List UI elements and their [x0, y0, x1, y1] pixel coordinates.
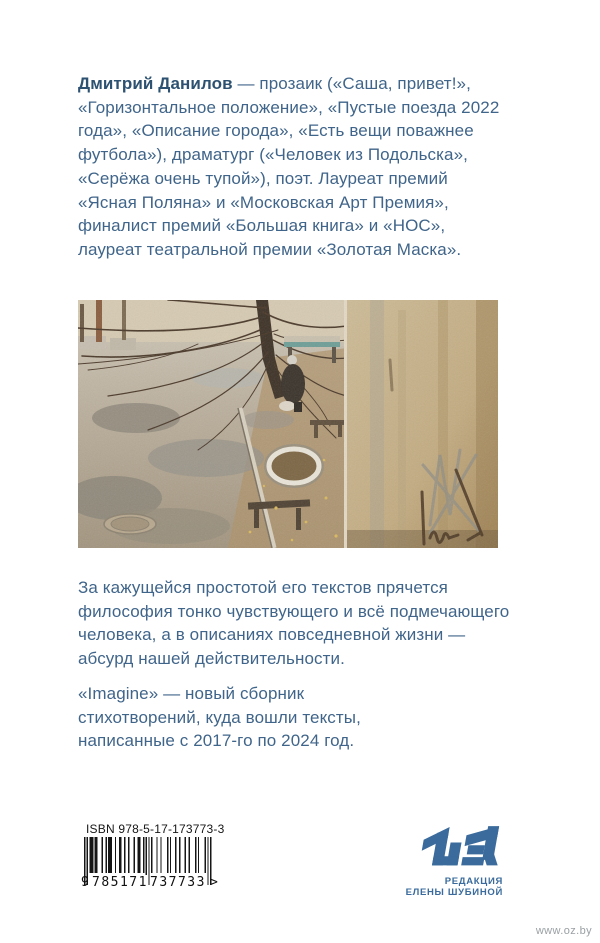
- barcode-digit-first: 9: [81, 875, 89, 890]
- barcode-digits-left: 785171: [92, 875, 148, 890]
- author-paragraph: [78, 72, 499, 262]
- author-line: «Серёжа очень тупой»), поэт. Лауреат премий: [78, 168, 448, 188]
- author-line-rest: — прозаик («Саша, привет!»,: [232, 74, 471, 93]
- author-line: лауреат театральной премии «Золотая Маска».: [78, 239, 462, 259]
- publisher-name-line1: РЕДАКЦИЯ: [444, 876, 503, 887]
- imagine-line: стихотворений, куда вошли тексты,: [78, 707, 361, 727]
- description-line: абсурд нашей действительности.: [78, 649, 345, 669]
- imagine-line: написанные с 2017-го по 2024 год.: [78, 731, 355, 751]
- publisher-name-line2: ЕЛЕНЫ ШУБИНОЙ: [405, 886, 503, 898]
- author-name: Дмитрий Данилов: [78, 74, 233, 93]
- barcode-end-mark: >: [210, 875, 218, 890]
- imagine-paragraph: [78, 682, 361, 753]
- imagine-line: «Imagine» — новый сборник: [78, 684, 305, 703]
- courtyard-photo-illustration: [78, 300, 498, 548]
- description-line: философия тонко чувствующего и всё подмечающего: [78, 601, 510, 621]
- author-line: года», «Описание города», «Есть вещи поважнее: [78, 121, 474, 141]
- barcode-digits-right: 737733: [150, 875, 206, 890]
- description-line: За кажущейся простотой его текстов прячется: [78, 578, 448, 597]
- author-line: [78, 72, 499, 96]
- description-line: человека, а в описаниях повседневной жизни —: [78, 625, 466, 645]
- grain-overlay: [78, 300, 498, 548]
- cover-photo: [78, 300, 498, 548]
- publisher-logo-block: [373, 818, 503, 898]
- author-line: финалист премий «Большая книга» и «НОС»,: [78, 216, 446, 236]
- shubina-imprint-logo-icon: [419, 818, 503, 867]
- author-line: «Ясная Поляна» и «Московская Арт Премия»,: [78, 192, 449, 212]
- isbn-barcode-block: [81, 822, 234, 890]
- description-paragraph: [78, 576, 509, 671]
- isbn-label: ISBN 978-5-17-173773-3: [86, 822, 225, 836]
- author-line: «Горизонтальное положение», «Пустые поезда 2022: [78, 97, 500, 117]
- author-line: футбола»), драматург («Человек из Подольска»,: [78, 145, 468, 165]
- watermark: www.oz.by: [535, 925, 592, 937]
- barcode-digits: [81, 875, 231, 890]
